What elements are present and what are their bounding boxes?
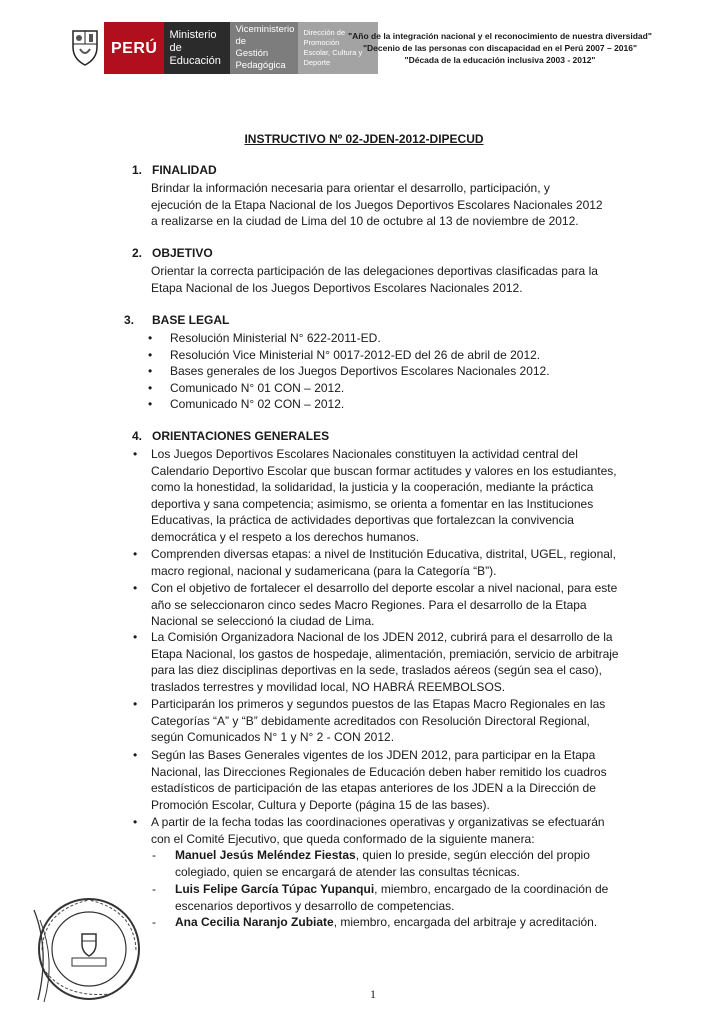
list-item: • Los Juegos Deportivos Escolares Nacionales constituyen la actividad central del Calendario Deportivo Escolar que buscan formar actitudes y valores en los estudiantes, como la honestidad, la solidaridad, la justicia y la cooperación, mediante la práctica deportiva y sana competencia; asimismo, se orienta a fomentar en las Instituciones Educativas, la práctica de actividades deportivas que fortalezcan la convivencia democrática y el respeto a los derechos humanos. — [133, 447, 617, 544]
list-item: • A partir de la fecha todas las coordinaciones operativas y organizativas se efectuarán con el Comité Ejecutivo, que queda conformado de la siguiente manera: — [133, 815, 605, 846]
list-item: • Resolución Vice Ministerial N° 0017-2012-ED del 26 de abril de 2012. — [148, 348, 541, 362]
ministry-line2: de Educación — [169, 41, 221, 67]
committee-member: - Luis Felipe García Túpac Yupanqui, miembro, encargado de la coordinación de escenarios deportivos y desarrollo de competencias. — [152, 882, 609, 913]
direction-line2: Escolar, Cultura y Deporte — [303, 48, 363, 67]
member-name: Luis Felipe García Túpac Yupanqui — [175, 882, 375, 896]
paragraph-line: Orientar la correcta participación de las delegaciones deportivas clasificadas para la — [151, 264, 598, 278]
committee-member: - Manuel Jesús Meléndez Fiestas, quien lo preside, según elección del propio colegiado, quien se encargará de atender las consultas técnicas. — [152, 848, 590, 879]
member-name: Manuel Jesús Meléndez Fiestas — [175, 848, 356, 862]
section-title: BASE LEGAL — [152, 313, 230, 327]
member-name: Ana Cecilia Naranjo Zubiate — [175, 915, 334, 929]
header-quotes — [330, 30, 670, 66]
section-heading-finalidad — [132, 163, 217, 177]
ministry-line1: Ministerio — [169, 28, 217, 41]
section-heading-objetivo — [132, 246, 213, 260]
paragraph-line: Etapa Nacional de los Juegos Deportivos Escolares Nacionales 2012. — [151, 280, 523, 295]
peru-label: PERÚ — [104, 22, 164, 74]
direction-line1: Dirección de Promoción — [303, 28, 346, 47]
section-number: 1. — [132, 163, 143, 177]
quote-line-1: "Año de la integración nacional y el reconocimiento de nuestra diversidad" — [348, 31, 652, 41]
list-item: • Resolución Ministerial N° 622-2011-ED. — [148, 331, 381, 345]
vice-line1: Viceministerio de — [235, 24, 295, 47]
list-item: • Bases generales de los Juegos Deportivos Escolares Nacionales 2012. — [148, 364, 550, 378]
objetivo-paragraph — [151, 263, 639, 296]
paragraph-line: Brindar la información necesaria para orientar el desarrollo, participación, y — [151, 181, 550, 195]
page-number: 1 — [370, 987, 376, 1001]
list-item: • La Comisión Organizadora Nacional de los JDEN 2012, cubrirá para el desarrollo de la Etapa Nacional, los gastos de hospedaje, alimentación, premiación, servicio de arbitraje para las diez disciplinas deportivas en la sede, traslados aéreos (según sea el caso), traslados terrestres y movilidad local, NO HABRÁ REEMBOLSOS. — [133, 630, 619, 694]
list-item: • Con el objetivo de fortalecer el desarrollo del deporte escolar a nivel nacional, para este año se seleccionaron cinco sedes Macro Regiones. Para el desarrollo de la Etapa Nacional se seleccionó la ciudad de Lima. — [133, 581, 618, 628]
list-item: • Comunicado N° 02 CON – 2012. — [148, 397, 345, 411]
quote-line-2: "Decenio de las personas con discapacidad en el Perú 2007 – 2016" — [362, 43, 638, 53]
ministry-label — [164, 22, 230, 74]
section-title: FINALIDAD — [152, 163, 217, 177]
list-item: • Participarán los primeros y segundos puestos de las Etapas Macro Regionales en las Categorías “A” y “B” debidamente acreditados con Resolución Directoral Regional, según Comunicados N° 1 y N° 2 - CON 2012. — [133, 697, 606, 744]
section-title: ORIENTACIONES GENERALES — [152, 429, 330, 443]
section-heading-orientaciones — [132, 429, 329, 443]
paragraph-line: ejecución de la Etapa Nacional de los Juegos Deportivos Escolares Nacionales 2012 — [151, 197, 603, 212]
vice-line2: Gestión Pedagógica — [235, 48, 286, 71]
section-heading-base-legal — [124, 313, 229, 327]
list-item: • Comunicado N° 01 CON – 2012. — [148, 381, 345, 395]
document-title: INSTRUCTIVO Nº 02-JDEN-2012-DIPECUD — [244, 132, 484, 146]
vice-ministry-label — [230, 22, 298, 74]
committee-member: - Ana Cecilia Naranjo Zubiate, miembro, encargada del arbitraje y acreditación. — [152, 915, 598, 929]
list-item: • Comprenden diversas etapas: a nivel de Institución Educativa, distrital, UGEL, regional, macro regional, nacional y sudamericana (para la Categoría “B”). — [133, 547, 616, 578]
section-number: 4. — [132, 429, 143, 443]
section-number: 3. — [124, 313, 135, 327]
paragraph-line: a realizarse en la ciudad de Lima del 10 de octubre al 13 de noviembre de 2012. — [151, 214, 579, 228]
coat-of-arms-icon — [68, 22, 102, 72]
finalidad-paragraph — [151, 180, 639, 230]
section-title: OBJETIVO — [152, 246, 213, 260]
quote-line-3: "Década de la educación inclusiva 2003 - 2012" — [404, 55, 596, 65]
section-number: 2. — [132, 246, 143, 260]
list-item: • Según las Bases Generales vigentes de los JDEN 2012, para participar en la Etapa Nacional, las Direcciones Regionales de Educación deben haber remitido los cuadros estadísticos de participación de las etapas anteriores de los JDEN a la Dirección de Promoción Escolar, Cultura y Deporte (página 15 de las bases). — [133, 748, 607, 812]
